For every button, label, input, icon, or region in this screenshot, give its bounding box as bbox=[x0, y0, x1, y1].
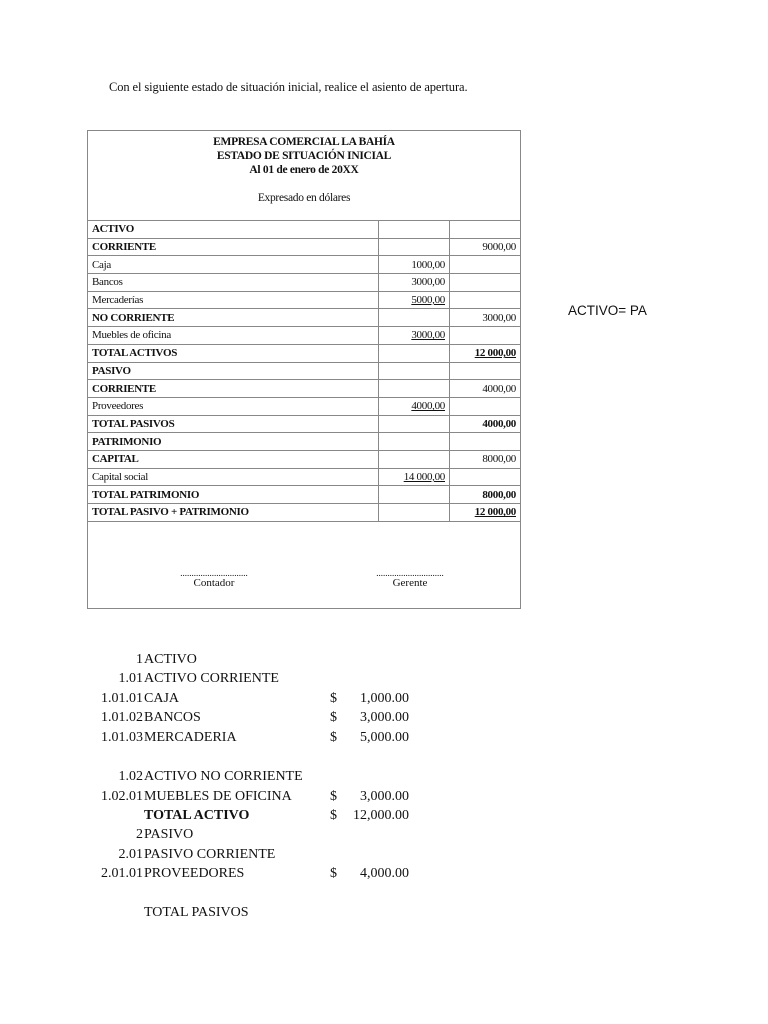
detail-amount: 4000,00 bbox=[379, 397, 450, 415]
detail-amount: 3000,00 bbox=[379, 327, 450, 345]
currency-symbol: $ bbox=[330, 866, 337, 881]
detail-amount: 1000,00 bbox=[379, 256, 450, 274]
signature-label: Gerente bbox=[392, 577, 428, 589]
total-amount: 4000,00 bbox=[450, 415, 521, 433]
balance-table bbox=[88, 220, 520, 522]
total-amount bbox=[450, 468, 521, 486]
total-amount bbox=[450, 397, 521, 415]
currency-symbol: $ bbox=[330, 691, 337, 706]
ledger-row bbox=[0, 750, 420, 769]
account-name: TOTAL PASIVOS bbox=[144, 905, 249, 920]
balance-row bbox=[88, 415, 520, 433]
account-name: MERCADERIA bbox=[144, 730, 237, 745]
balance-row bbox=[88, 450, 520, 468]
balance-row bbox=[88, 309, 520, 327]
detail-amount bbox=[379, 504, 450, 522]
total-amount: 8000,00 bbox=[450, 486, 521, 504]
balance-row bbox=[88, 468, 520, 486]
company-name: EMPRESA COMERCIAL LA BAHÍA bbox=[213, 136, 395, 148]
instruction-text: Con el siguiente estado de situación inicial, realice el asiento de apertura. bbox=[109, 80, 468, 94]
account-name: TOTAL ACTIVO bbox=[144, 808, 250, 823]
signature-line: .............................. bbox=[376, 568, 444, 578]
row-label: Bancos bbox=[88, 274, 379, 292]
row-label: NO CORRIENTE bbox=[88, 309, 379, 327]
detail-amount: 3000,00 bbox=[379, 274, 450, 292]
total-amount bbox=[450, 256, 521, 274]
balance-row bbox=[88, 238, 520, 256]
balance-row bbox=[88, 327, 520, 345]
ledger-row bbox=[0, 652, 420, 671]
ledger-row bbox=[0, 769, 420, 788]
balance-row bbox=[88, 380, 520, 398]
balance-row bbox=[88, 221, 520, 239]
ledger-row bbox=[0, 808, 420, 827]
detail-amount bbox=[379, 238, 450, 256]
row-label: Muebles de oficina bbox=[88, 327, 379, 345]
total-amount: 12 000,00 bbox=[450, 504, 521, 522]
row-label: CORRIENTE bbox=[88, 238, 379, 256]
ledger-row bbox=[0, 789, 420, 808]
currency-symbol: $ bbox=[330, 730, 337, 745]
balance-row bbox=[88, 274, 520, 292]
account-amount: 3,000.00 bbox=[360, 710, 409, 725]
detail-amount bbox=[379, 221, 450, 239]
detail-amount bbox=[379, 486, 450, 504]
row-label: TOTAL PATRIMONIO bbox=[88, 486, 379, 504]
total-amount: 9000,00 bbox=[450, 238, 521, 256]
row-label: TOTAL PASIVOS bbox=[88, 415, 379, 433]
ledger-row bbox=[0, 886, 420, 905]
ledger-row bbox=[0, 691, 420, 710]
account-amount: 12,000.00 bbox=[353, 808, 409, 823]
signature-label: Contador bbox=[193, 577, 235, 589]
balance-row bbox=[88, 362, 520, 380]
account-name: ACTIVO bbox=[144, 652, 197, 667]
row-label: PATRIMONIO bbox=[88, 433, 379, 451]
signature-line: .............................. bbox=[180, 568, 248, 578]
total-amount bbox=[450, 221, 521, 239]
total-amount bbox=[450, 274, 521, 292]
detail-amount bbox=[379, 344, 450, 362]
ledger-row bbox=[0, 710, 420, 729]
account-name: BANCOS bbox=[144, 710, 201, 725]
detail-amount: 5000,00 bbox=[379, 291, 450, 309]
account-name: ACTIVO CORRIENTE bbox=[144, 671, 279, 686]
detail-amount bbox=[379, 309, 450, 327]
account-code: 1.01 bbox=[118, 671, 143, 686]
ledger-row bbox=[0, 671, 420, 690]
ledger-row bbox=[0, 866, 420, 885]
account-name: ACTIVO NO CORRIENTE bbox=[144, 769, 303, 784]
ledger-row bbox=[0, 730, 420, 749]
statement-date: Al 01 de enero de 20XX bbox=[249, 164, 359, 176]
statement-title: ESTADO DE SITUACIÓN INICIAL bbox=[216, 150, 392, 162]
row-label: CORRIENTE bbox=[88, 380, 379, 398]
currency-symbol: $ bbox=[330, 789, 337, 804]
account-code: 1.02.01 bbox=[101, 789, 143, 804]
account-code: 1 bbox=[136, 652, 143, 667]
detail-amount bbox=[379, 415, 450, 433]
detail-amount: 14 000,00 bbox=[379, 468, 450, 486]
account-name: CAJA bbox=[144, 691, 180, 706]
account-amount: 1,000.00 bbox=[360, 691, 409, 706]
account-amount: 5,000.00 bbox=[360, 730, 409, 745]
detail-amount bbox=[379, 362, 450, 380]
account-name: PASIVO CORRIENTE bbox=[144, 847, 276, 862]
ledger-row bbox=[0, 905, 420, 924]
row-label: Proveedores bbox=[88, 397, 379, 415]
currency-note: Expresado en dólares bbox=[257, 192, 351, 204]
balance-row bbox=[88, 344, 520, 362]
balance-sheet bbox=[87, 130, 521, 609]
account-code: 2.01 bbox=[118, 847, 143, 862]
total-amount: 8000,00 bbox=[450, 450, 521, 468]
detail-amount bbox=[379, 433, 450, 451]
row-label: CAPITAL bbox=[88, 450, 379, 468]
equation-text: ACTIVO= PA bbox=[568, 303, 647, 318]
total-amount bbox=[450, 362, 521, 380]
account-code: 2 bbox=[136, 827, 143, 842]
signature-manager bbox=[360, 569, 460, 589]
account-name: MUEBLES DE OFICINA bbox=[144, 789, 292, 804]
balance-row bbox=[88, 256, 520, 274]
ledger-row bbox=[0, 827, 420, 846]
account-name: PASIVO bbox=[144, 827, 194, 842]
row-label: PASIVO bbox=[88, 362, 379, 380]
detail-amount bbox=[379, 380, 450, 398]
balance-row bbox=[88, 397, 520, 415]
row-label: Caja bbox=[88, 256, 379, 274]
ledger-row bbox=[0, 847, 420, 866]
account-code: 1.01.03 bbox=[101, 730, 143, 745]
row-label: Capital social bbox=[88, 468, 379, 486]
currency-symbol: $ bbox=[330, 710, 337, 725]
account-code: 2.01.01 bbox=[101, 866, 143, 881]
total-amount bbox=[450, 433, 521, 451]
balance-row bbox=[88, 433, 520, 451]
balance-row bbox=[88, 486, 520, 504]
account-code: 1.01.02 bbox=[101, 710, 143, 725]
total-amount: 3000,00 bbox=[450, 309, 521, 327]
account-amount: 4,000.00 bbox=[360, 866, 409, 881]
total-amount: 12 000,00 bbox=[450, 344, 521, 362]
total-amount bbox=[450, 327, 521, 345]
detail-amount bbox=[379, 450, 450, 468]
row-label: Mercaderías bbox=[88, 291, 379, 309]
account-amount: 3,000.00 bbox=[360, 789, 409, 804]
account-code: 1.01.01 bbox=[101, 691, 143, 706]
total-amount: 4000,00 bbox=[450, 380, 521, 398]
balance-row bbox=[88, 504, 520, 522]
row-label: TOTAL ACTIVOS bbox=[88, 344, 379, 362]
account-code: 1.02 bbox=[118, 769, 143, 784]
signature-accountant bbox=[164, 569, 264, 589]
account-name: PROVEEDORES bbox=[144, 866, 245, 881]
balance-row bbox=[88, 291, 520, 309]
total-amount bbox=[450, 291, 521, 309]
row-label: ACTIVO bbox=[88, 221, 379, 239]
currency-symbol: $ bbox=[330, 808, 337, 823]
row-label: TOTAL PASIVO + PATRIMONIO bbox=[88, 504, 379, 522]
